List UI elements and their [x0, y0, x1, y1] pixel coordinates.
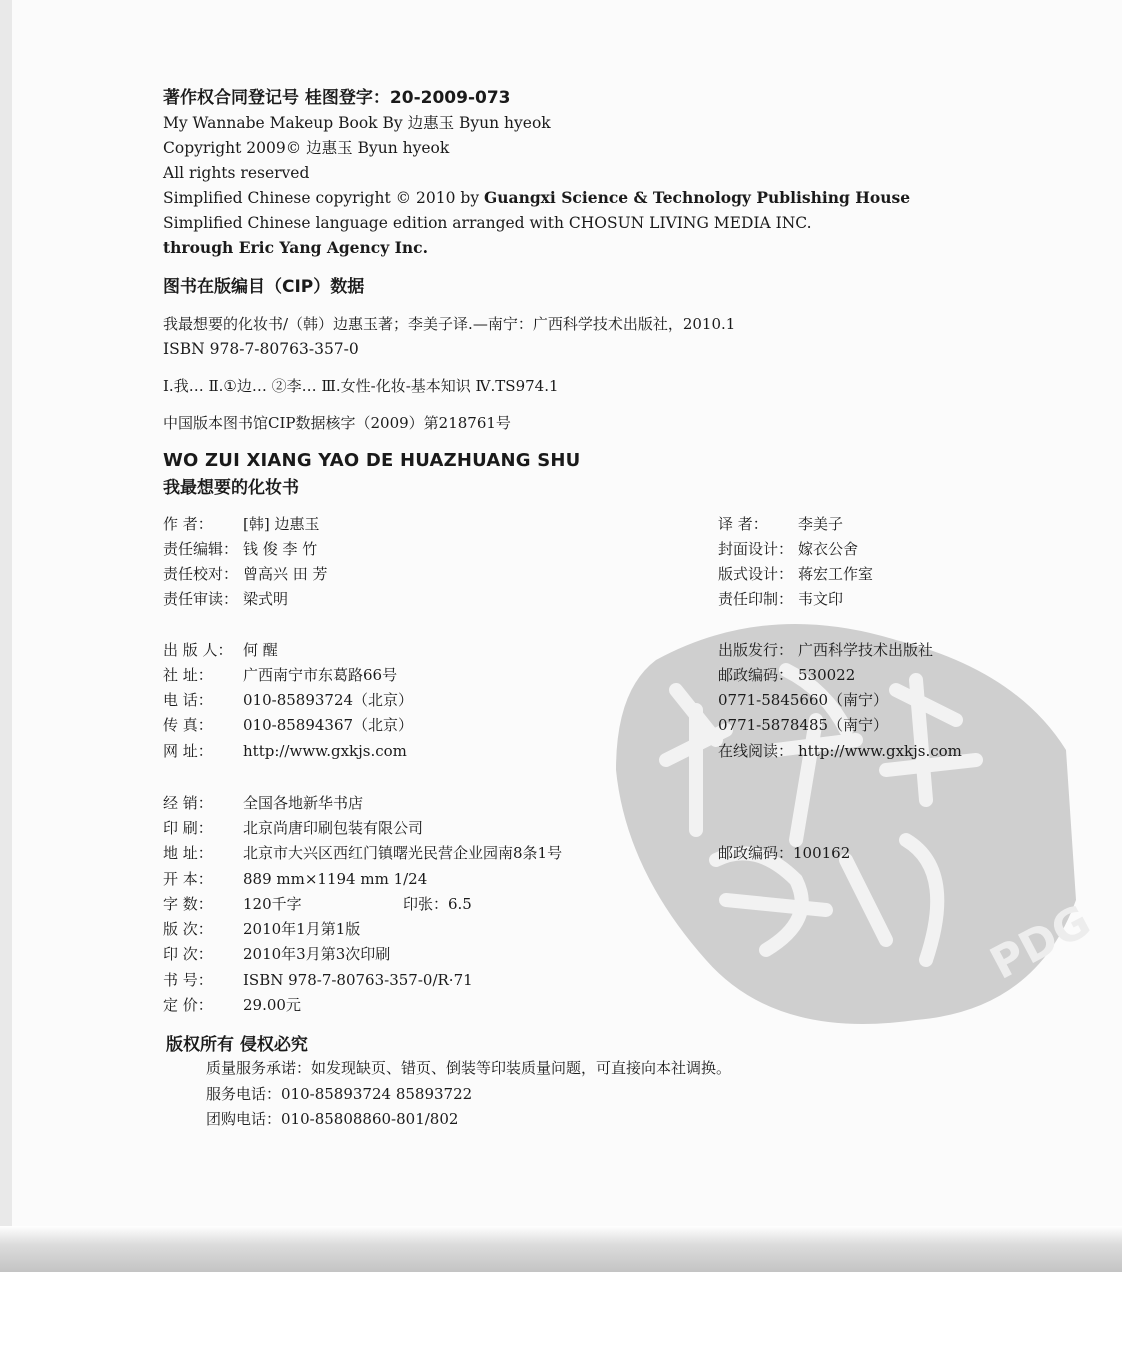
credit-value: 韦文印 — [798, 590, 844, 608]
production-label: 印 刷： — [163, 819, 213, 837]
production-label: 地 址： — [163, 844, 213, 862]
production-label: 定 价： — [163, 996, 213, 1014]
publisher-row — [718, 665, 855, 685]
agency-line: through Eric Yang Agency Inc. — [163, 238, 429, 257]
publisher-label: 邮政编码： — [718, 666, 794, 684]
publisher-label: 出 版 人： — [163, 641, 233, 659]
publisher-row — [163, 690, 413, 710]
quality-promise: 质量服务承诺：如发现缺页、错页、倒装等印装质量问题，可直接向本社调换。 — [206, 1059, 732, 1077]
credit-label: 责任审读： — [163, 590, 239, 608]
publisher-row — [718, 640, 933, 660]
production-value: 2010年1月第1版 — [243, 920, 361, 938]
production-value: 北京市大兴区西红门镇曙光民营企业园南8条1号 — [243, 844, 563, 862]
publisher-label: 网 址： — [163, 742, 213, 760]
production-row — [163, 793, 363, 813]
publisher-value: 530022 — [798, 666, 856, 684]
publisher-value: 010-85894367（北京） — [243, 716, 414, 734]
credit-value: 蒋宏工作室 — [798, 565, 874, 583]
print-sheets: 印张：6.5 — [403, 895, 472, 913]
production-value: 889 mm×1194 mm 1/24 — [243, 870, 428, 888]
production-value: ISBN 978-7-80763-357-0/R·71 — [243, 971, 473, 989]
credit-label: 作 者： — [163, 515, 213, 533]
credit-row — [163, 539, 317, 559]
page-bottom-shadow — [0, 1226, 1122, 1272]
credit-value: 嫁衣公舍 — [798, 540, 859, 558]
credit-value: 梁式明 — [243, 590, 289, 608]
production-value: 120千字 — [243, 895, 302, 913]
credit-label: 版式设计： — [718, 565, 794, 583]
production-row — [163, 818, 423, 838]
publisher-website: http://www.gxkjs.com — [243, 742, 407, 760]
online-reading-url: http://www.gxkjs.com — [798, 742, 962, 760]
credit-label: 封面设计： — [718, 540, 794, 558]
title-pinyin: WO ZUI XIANG YAO DE HUAZHUANG SHU — [163, 450, 581, 471]
production-label: 字 数： — [163, 895, 213, 913]
printer-postcode: 邮政编码：100162 — [718, 844, 851, 862]
publisher-row — [163, 640, 278, 660]
simplified-copyright-line — [163, 188, 910, 208]
publisher-row — [718, 741, 962, 761]
publisher-value: 广西南宁市东葛路66号 — [243, 666, 398, 684]
copyright-line: All rights reserved — [163, 164, 310, 182]
credit-row — [718, 514, 843, 534]
cip-heading: 图书在版编目（CIP）数据 — [163, 277, 365, 297]
production-row — [163, 869, 427, 889]
credit-value: [韩] 边惠玉 — [243, 515, 320, 533]
publisher-value: 0771-5878485（南宁） — [718, 716, 889, 734]
copyright-registration: 著作权合同登记号 桂图登字：20-2009-073 — [163, 88, 511, 108]
publisher-row — [718, 715, 888, 735]
production-label: 版 次： — [163, 920, 213, 938]
credit-value: 李美子 — [798, 515, 844, 533]
publisher-name: Guangxi Science & Technology Publishing House — [484, 188, 911, 207]
copyright-line: My Wannabe Makeup Book By 边惠玉 Byun hyeok — [163, 114, 551, 132]
watermark-pdg-text: PDG — [982, 895, 1099, 990]
credit-value: 钱 俊 李 竹 — [243, 540, 318, 558]
production-label: 经 销： — [163, 794, 213, 812]
credit-label: 责任编辑： — [163, 540, 239, 558]
publisher-row — [163, 665, 397, 685]
production-row — [163, 919, 360, 939]
simplified-copyright-prefix: Simplified Chinese copyright © 2010 by — [163, 189, 485, 207]
publisher-row — [718, 690, 888, 710]
credit-row — [718, 539, 858, 559]
cip-isbn: ISBN 978-7-80763-357-0 — [163, 340, 359, 358]
credit-label: 责任印制： — [718, 590, 794, 608]
copyright-line: Copyright 2009© 边惠玉 Byun hyeok — [163, 139, 450, 157]
production-row — [163, 894, 302, 914]
credit-label: 责任校对： — [163, 565, 239, 583]
cip-classification: Ⅰ.我… Ⅱ.①边… ②李… Ⅲ.女性-化妆-基本知识 Ⅳ.TS974.1 — [163, 377, 559, 395]
group-purchase-phone: 团购电话：010-85808860-801/802 — [206, 1110, 459, 1128]
production-row — [163, 843, 562, 863]
publisher-value: 何 醒 — [243, 641, 278, 659]
credit-label: 译 者： — [718, 515, 768, 533]
title-chinese: 我最想要的化妆书 — [163, 478, 299, 498]
credit-row — [163, 514, 319, 534]
production-label: 印 次： — [163, 945, 213, 963]
cip-entry: 我最想要的化妆书/（韩）边惠玉著；李美子译.—南宁：广西科学技术出版社，2010.1 — [163, 315, 736, 333]
arranged-line: Simplified Chinese language edition arranged with CHOSUN LIVING MEDIA INC. — [163, 214, 812, 232]
publisher-value: 广西科学技术出版社 — [798, 641, 934, 659]
publisher-label: 社 址： — [163, 666, 213, 684]
production-row — [163, 944, 390, 964]
page-edge — [0, 0, 12, 1248]
price-value: 29.00元 — [243, 996, 301, 1014]
credit-row — [718, 589, 843, 609]
publisher-label: 在线阅读： — [718, 742, 794, 760]
rights-heading: 版权所有 侵权必究 — [166, 1035, 308, 1055]
publisher-value: 0771-5845660（南宁） — [718, 691, 889, 709]
production-value: 2010年3月第3次印刷 — [243, 945, 391, 963]
publisher-label: 出版发行： — [718, 641, 794, 659]
publisher-row — [163, 741, 407, 761]
publisher-label: 电 话： — [163, 691, 213, 709]
publisher-row — [163, 715, 413, 735]
production-label: 开 本： — [163, 870, 213, 888]
publisher-label: 传 真： — [163, 716, 213, 734]
publisher-value: 010-85893724（北京） — [243, 691, 414, 709]
credit-row — [163, 564, 328, 584]
credit-row — [163, 589, 288, 609]
production-row — [163, 995, 301, 1015]
credit-row — [718, 564, 873, 584]
production-value: 全国各地新华书店 — [243, 794, 364, 812]
production-label: 书 号： — [163, 971, 213, 989]
credit-value: 曾高兴 田 芳 — [243, 565, 328, 583]
service-phone: 服务电话：010-85893724 85893722 — [206, 1085, 473, 1103]
production-value: 北京尚唐印刷包装有限公司 — [243, 819, 424, 837]
production-row — [163, 970, 473, 990]
cip-check-number: 中国版本图书馆CIP数据核字（2009）第218761号 — [163, 414, 511, 432]
